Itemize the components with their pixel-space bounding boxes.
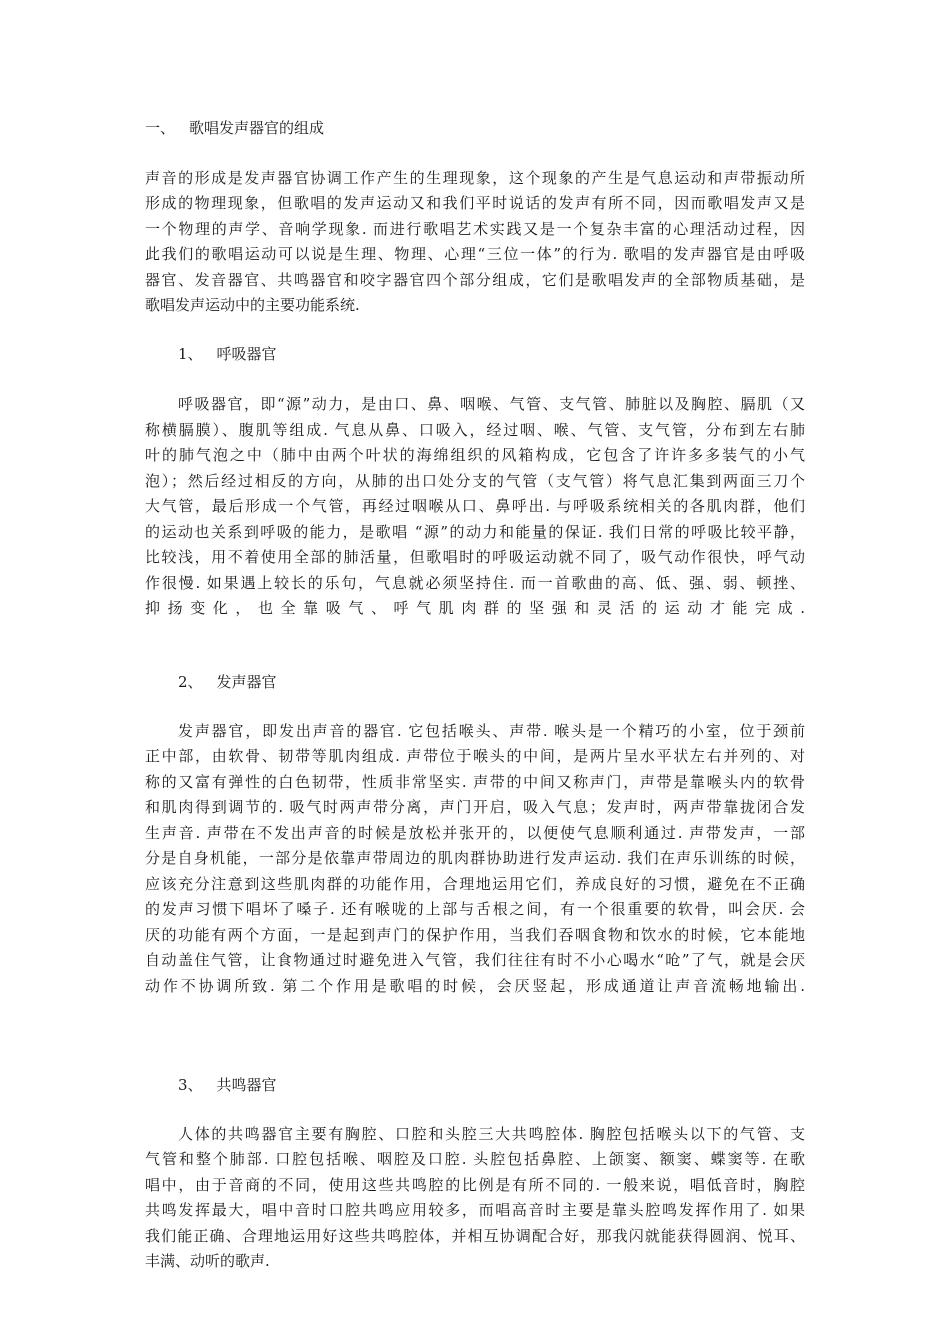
paragraph-line: 歌唱发声运动中的主要功能系统.: [145, 296, 360, 314]
paragraph-line: 我们能正确、合理地运用好这些共鸣腔体，并相互协调配合好，那我闪就能获得圆润、悦耳、: [145, 1227, 805, 1245]
paragraph-line: 的运动也关系到呼吸的能力，是歌唱 “源”的动力和能量的保证. 我们日常的呼吸比较平静，: [145, 523, 805, 541]
paragraph-line: 作很慢. 如果遇上较长的乐句，气息就必须坚持住. 而一首歌曲的高、低、强、弱、顿挫、: [145, 574, 805, 592]
section-number: 一、: [145, 119, 176, 137]
paragraph-line: 人体的共鸣器官主要有胸腔、口腔和头腔三大共鸣腔体. 胸腔包括喉头以下的气管、支: [178, 1125, 805, 1143]
paragraph-line: 称的又富有弹性的白色韧带，性质非常坚实. 声带的中间又称声门，声带是靠喉头内的软骨: [145, 773, 805, 791]
paragraph-line: 形成的物理现象，但歌唱的发声运动又和我们平时说话的发声有所不同，因而歌唱发声又是: [145, 194, 805, 212]
paragraph-line: 应该充分注意到这些肌肉群的功能作用，合理地运用它们，养成良好的习惯，避免在不正确: [145, 875, 805, 893]
subsection-heading-resonance: [178, 1075, 277, 1095]
paragraph-line: 分是自身机能，一部分是依靠声带周边的肌肉群协助进行发声运动. 我们在声乐训练的时候，: [145, 849, 805, 867]
paragraph-line: 共鸣发挥最大，唱中音时口腔共鸣应用较多，而唱高音时主要是靠头腔鸣发挥作用了. 如果: [145, 1201, 805, 1219]
paragraph-line: 呼吸器官，即“源”动力，是由口、鼻、咽喉、气管、支气管、肺脏以及胸腔、膈肌（又: [178, 395, 805, 413]
subsection-heading-phonation: [178, 672, 277, 692]
subsection-title: 共鸣器官: [216, 1076, 277, 1094]
subsection-number: 2、: [178, 673, 203, 691]
subsection-title: 发声器官: [216, 673, 277, 691]
paragraph-line: 称横膈膜）、腹肌等组成. 气息从鼻、口吸入，经过咽、喉、气管、支气管，分布到左右肺: [145, 421, 805, 439]
paragraph-line: 和肌肉得到调节的. 吸气时两声带分离，声门开启，吸入气息；发声时，两声带靠拢闭合发: [145, 798, 805, 816]
paragraph-line: 气管和整个肺部. 口腔包括喉、咽腔及口腔. 头腔包括鼻腔、上颌窦、额窦、蝶窦等. 在歌: [145, 1150, 805, 1168]
paragraph-line: 器官、发音器官、共鸣器官和咬字器官四个部分组成，它们是歌唱发声的全部物质基础，是: [145, 271, 805, 289]
paragraph-line: 发声器官，即发出声音的器官. 它包括喉头、声带. 喉头是一个精巧的小室，位于颈前: [178, 722, 805, 740]
paragraph-line: 自动盖住气管，让食物通过时避免进入气管，我们往往有时不小心喝水“呛”了气，就是会厌: [145, 951, 805, 969]
paragraph-line: 大气管，最后形成一个气管，再经过咽喉从口、鼻呼出. 与呼吸系统相关的各肌肉群，他们: [145, 497, 805, 515]
paragraph-line: 叶的肺气泡之中（肺中由两个叶状的海绵组织的风箱构成，它包含了许许多多装气的小气: [145, 446, 805, 464]
paragraph-line: 丰满、动听的歌声.: [145, 1252, 270, 1270]
paragraph-line: 抑扬变化，也全靠吸气、呼气肌肉群的坚强和灵活的运动才能完成.: [145, 599, 805, 617]
paragraph-line: 正中部，由软骨、韧带等肌肉组成. 声带位于喉头的中间，是两片呈水平状左右并列的、对: [145, 747, 805, 765]
paragraph-line: 此我们的歌唱运动可以说是生理、物理、心理“三位一体”的行为. 歌唱的发声器官是由呼吸: [145, 245, 805, 263]
paragraph-line: 声音的形成是发声器官协调工作产生的生理现象，这个现象的产生是气息运动和声带振动所: [145, 169, 805, 187]
paragraph-line: 动作不协调所致. 第二个作用是歌唱的时候，会厌竖起，形成通道让声音流畅地输出.: [145, 977, 805, 995]
section-title-text: 歌唱发声器官的组成: [189, 119, 325, 137]
paragraph-line: 唱中，由于音商的不同，使用这些共鸣腔的比例是有所不同的. 一般来说，唱低音时，胸腔: [145, 1176, 805, 1194]
section-title: [145, 118, 324, 138]
paragraph-line: 生声音. 声带在不发出声音的时候是放松并张开的，以便使气息顺利通过. 声带发声，一部: [145, 824, 805, 842]
paragraph-line: 泡）；然后经过相反的方向，从肺的出口处分支的气管（支气管）将气息汇集到两面三刀个: [145, 472, 805, 490]
subsection-title: 呼吸器官: [216, 345, 277, 363]
paragraph-line: 厌的功能有两个方面，一是起到声门的保护作用，当我们吞咽食物和饮水的时候，它本能地: [145, 926, 805, 944]
subsection-heading-breathing: [178, 344, 277, 364]
paragraph-line: 一个物理的声学、音响学现象. 而进行歌唱艺术实践又是一个复杂丰富的心理活动过程，因: [145, 220, 805, 238]
paragraph-line: 比较浅，用不着使用全部的肺活量，但歌唱时的呼吸运动就不同了，吸气动作很快，呼气动: [145, 548, 805, 566]
subsection-number: 1、: [178, 345, 203, 363]
subsection-number: 3、: [178, 1076, 203, 1094]
paragraph-line: 的发声习惯下唱坏了嗓子. 还有喉咙的上部与舌根之间，有一个很重要的软骨，叫会厌. 会: [145, 900, 805, 918]
